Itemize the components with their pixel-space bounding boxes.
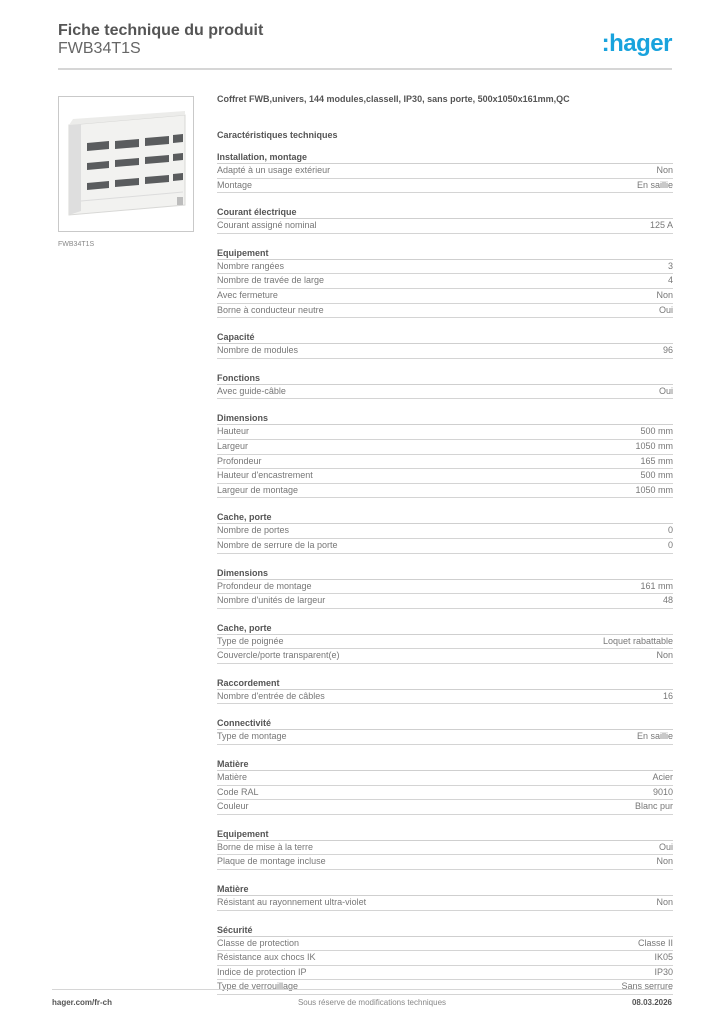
page-header bbox=[58, 22, 672, 70]
spec-row bbox=[217, 966, 673, 981]
spec-label: Matière bbox=[217, 772, 248, 783]
spec-value: Non bbox=[656, 897, 673, 908]
spec-group bbox=[217, 150, 673, 193]
spec-row bbox=[217, 260, 673, 275]
spec-group bbox=[217, 882, 673, 911]
spec-label: Nombre d'entrée de câbles bbox=[217, 690, 325, 701]
spec-label: Nombre de serrure de la porte bbox=[217, 539, 338, 550]
spec-row bbox=[217, 800, 673, 815]
group-title: Fonctions bbox=[217, 371, 673, 385]
spec-value: 0 bbox=[667, 525, 673, 536]
spec-value: 1050 mm bbox=[635, 484, 673, 495]
spec-row bbox=[217, 649, 673, 664]
spec-row bbox=[217, 730, 673, 745]
spec-value: 125 A bbox=[649, 220, 673, 231]
spec-row bbox=[217, 455, 673, 470]
spec-label: Avec guide-câble bbox=[217, 385, 286, 396]
specs-heading: Caractéristiques techniques bbox=[217, 130, 338, 140]
spec-row bbox=[217, 594, 673, 609]
spec-value: En saillie bbox=[636, 731, 673, 742]
spec-label: Nombre de travée de large bbox=[217, 275, 325, 286]
spec-label: Nombre de portes bbox=[217, 525, 290, 536]
spec-value: Oui bbox=[658, 304, 673, 315]
image-caption: FWB34T1S bbox=[58, 241, 95, 248]
group-title: Matière bbox=[217, 757, 673, 771]
spec-row bbox=[217, 289, 673, 304]
group-title: Courant électrique bbox=[217, 205, 673, 219]
spec-value: IP30 bbox=[654, 966, 673, 977]
spec-value: En saillie bbox=[636, 179, 673, 190]
spec-value: Oui bbox=[658, 841, 673, 852]
spec-row bbox=[217, 951, 673, 966]
spec-group bbox=[217, 246, 673, 318]
spec-group bbox=[217, 716, 673, 745]
group-title: Cache, porte bbox=[217, 621, 673, 635]
spec-content bbox=[217, 94, 673, 995]
spec-label: Nombre de modules bbox=[217, 345, 299, 356]
spec-label: Code RAL bbox=[217, 786, 259, 797]
spec-row bbox=[217, 304, 673, 319]
spec-value: Acier bbox=[652, 772, 673, 783]
spec-row bbox=[217, 385, 673, 400]
product-description: Coffret FWB,univers, 144 modules,classeII, IP30, sans porte, 500x1050x161mm,QC bbox=[217, 94, 570, 104]
spec-row bbox=[217, 179, 673, 194]
spec-group bbox=[217, 371, 673, 400]
spec-label: Profondeur de montage bbox=[217, 580, 312, 591]
spec-row bbox=[217, 469, 673, 484]
spec-group bbox=[217, 676, 673, 705]
spec-label: Type de montage bbox=[217, 731, 287, 742]
hager-logo: :hager bbox=[601, 30, 672, 57]
spec-row bbox=[217, 539, 673, 554]
spec-label: Profondeur bbox=[217, 455, 262, 466]
spec-value: Oui bbox=[658, 385, 673, 396]
spec-group bbox=[217, 205, 673, 234]
spec-value: 3 bbox=[667, 260, 673, 271]
spec-label: Hauteur bbox=[217, 426, 250, 437]
spec-value: 500 mm bbox=[640, 426, 673, 437]
spec-value: Non bbox=[656, 650, 673, 661]
spec-row bbox=[217, 690, 673, 705]
spec-row bbox=[217, 896, 673, 911]
spec-value: 16 bbox=[662, 690, 673, 701]
spec-value: Non bbox=[656, 165, 673, 175]
spec-group bbox=[217, 330, 673, 359]
page-footer bbox=[52, 989, 672, 1007]
spec-label: Couleur bbox=[217, 801, 249, 812]
spec-value: Non bbox=[656, 289, 673, 300]
spec-row bbox=[217, 855, 673, 870]
spec-row bbox=[217, 274, 673, 289]
spec-label: Indice de protection IP bbox=[217, 966, 307, 977]
document-date: 08.03.2026 bbox=[631, 998, 672, 1007]
spec-label: Avec fermeture bbox=[217, 289, 278, 300]
spec-row bbox=[217, 635, 673, 650]
spec-row bbox=[217, 164, 673, 179]
product-image bbox=[58, 96, 194, 232]
group-title: Connectivité bbox=[217, 716, 673, 730]
spec-row bbox=[217, 580, 673, 595]
spec-label: Type de poignée bbox=[217, 635, 284, 646]
spec-label: Largeur bbox=[217, 440, 249, 451]
group-title: Sécurité bbox=[217, 923, 673, 937]
spec-row bbox=[217, 425, 673, 440]
spec-value: 0 bbox=[667, 539, 673, 550]
group-title: Raccordement bbox=[217, 676, 673, 690]
spec-row bbox=[217, 440, 673, 455]
group-title: Installation, montage bbox=[217, 150, 673, 164]
spec-row bbox=[217, 344, 673, 359]
spec-value: 161 mm bbox=[640, 580, 673, 591]
group-title: Capacité bbox=[217, 330, 673, 344]
spec-label: Nombre rangées bbox=[217, 260, 285, 271]
spec-label: Borne de mise à la terre bbox=[217, 841, 314, 852]
spec-label: Classe de protection bbox=[217, 937, 300, 948]
spec-row bbox=[217, 786, 673, 801]
spec-label: Largeur de montage bbox=[217, 484, 299, 495]
spec-value: Non bbox=[656, 856, 673, 867]
spec-value: 4 bbox=[667, 275, 673, 286]
spec-group bbox=[217, 827, 673, 870]
disclaimer: Sous réserve de modifications techniques bbox=[297, 998, 447, 1007]
spec-value: Loquet rabattable bbox=[602, 635, 673, 646]
spec-value: IK05 bbox=[654, 952, 673, 963]
document-title: Fiche technique du produit bbox=[58, 22, 264, 39]
spec-label: Nombre d'unités de largeur bbox=[217, 595, 326, 606]
spec-label: Type de verrouillage bbox=[217, 981, 299, 992]
spec-label: Borne à conducteur neutre bbox=[217, 304, 324, 315]
spec-value: 165 mm bbox=[640, 455, 673, 466]
spec-label: Résistance aux chocs IK bbox=[217, 952, 316, 963]
spec-label: Plaque de montage incluse bbox=[217, 856, 326, 867]
spec-value: 96 bbox=[662, 345, 673, 356]
spec-value: 48 bbox=[662, 595, 673, 606]
website-link[interactable]: hager.com/fr-ch bbox=[52, 998, 113, 1007]
spec-group bbox=[217, 411, 673, 498]
spec-group bbox=[217, 510, 673, 553]
spec-row bbox=[217, 771, 673, 786]
spec-label: Hauteur d'encastrement bbox=[217, 470, 313, 481]
spec-label: Adapté à un usage extérieur bbox=[217, 165, 331, 175]
group-title: Equipement bbox=[217, 246, 673, 260]
enclosure-illustration bbox=[59, 97, 193, 231]
group-title: Matière bbox=[217, 882, 673, 896]
spec-value: 1050 mm bbox=[635, 440, 673, 451]
spec-row bbox=[217, 484, 673, 499]
spec-value: 500 mm bbox=[640, 470, 673, 481]
group-title: Cache, porte bbox=[217, 510, 673, 524]
spec-label: Montage bbox=[217, 179, 253, 190]
spec-value: 9010 bbox=[652, 786, 673, 797]
spec-groups bbox=[217, 150, 673, 995]
group-title: Dimensions bbox=[217, 411, 673, 425]
spec-row bbox=[217, 937, 673, 952]
group-title: Equipement bbox=[217, 827, 673, 841]
spec-row bbox=[217, 524, 673, 539]
spec-group bbox=[217, 566, 673, 609]
spec-label: Résistant au rayonnement ultra-violet bbox=[217, 897, 367, 908]
spec-value: Blanc pur bbox=[634, 801, 673, 812]
spec-group bbox=[217, 757, 673, 815]
spec-value: Classe II bbox=[637, 937, 673, 948]
product-code: FWB34T1S bbox=[58, 40, 141, 57]
group-title: Dimensions bbox=[217, 566, 673, 580]
spec-row bbox=[217, 841, 673, 856]
spec-label: Couvercle/porte transparent(e) bbox=[217, 650, 340, 661]
spec-value: Sans serrure bbox=[621, 981, 673, 992]
spec-row bbox=[217, 219, 673, 234]
spec-group bbox=[217, 621, 673, 664]
spec-label: Courant assigné nominal bbox=[217, 220, 317, 231]
spec-group bbox=[217, 923, 673, 995]
